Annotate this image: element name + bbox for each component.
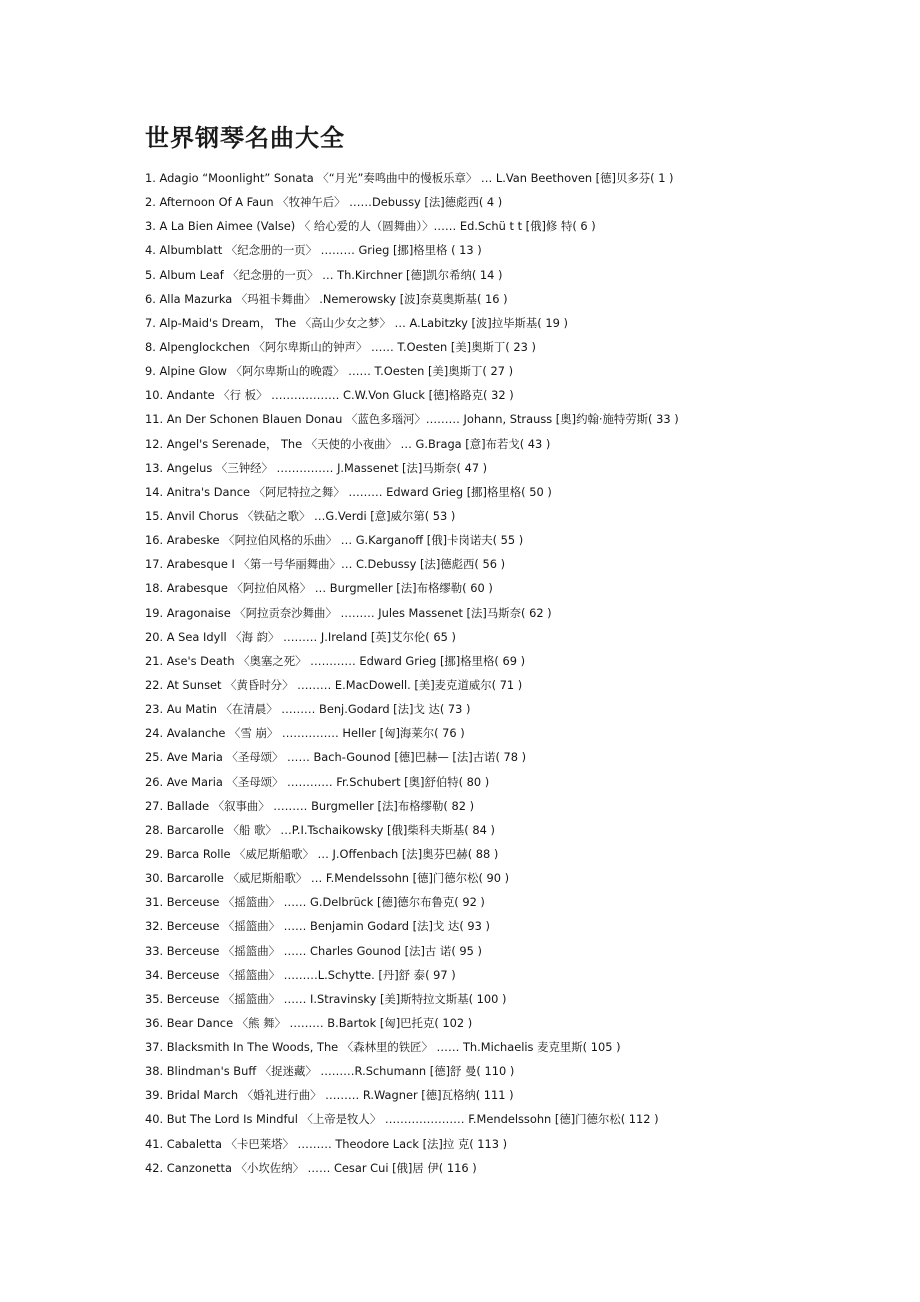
piece-entry: 37. Blacksmith In The Woods, The 〈森林里的铁匠〉 …… Th.Michaelis 麦克里斯( 105 )	[145, 1040, 621, 1055]
piece-entry: 12. Angel's Serenade， The 〈天使的小夜曲〉 … G.Braga [意]布若戈( 43 )	[145, 436, 551, 451]
piece-entry: 30. Barcarolle 〈威尼斯船歌〉 … F.Mendelssohn [德]门德尔松( 90 )	[145, 871, 510, 886]
piece-entry: 25. Ave Maria 〈圣母颂〉 …… Bach-Gounod [德]巴赫— [法]古诺( 78 )	[145, 750, 527, 765]
piece-entry: 13. Angelus 〈三钟经〉 …………… J.Massenet [法]马斯奈( 47 )	[145, 460, 488, 475]
piece-entry: 41. Cabaletta 〈卡巴莱塔〉 ……… Theodore Lack [法]拉 克( 113 )	[145, 1136, 508, 1151]
piece-entry: 33. Berceuse 〈摇篮曲〉 …… Charles Gounod [法]古 诺( 95 )	[145, 943, 482, 958]
piece-entry: 6. Alla Mazurka 〈玛祖卡舞曲〉 .Nemerowsky [波]奈莫奥斯基( 16 )	[145, 291, 508, 306]
piece-entry: 17. Arabesque I 〈第一号华丽舞曲〉… C.Debussy [法]德彪西( 56 )	[145, 557, 506, 572]
piece-entry: 9. Alpine Glow 〈阿尔卑斯山的晚霞〉 …… T.Oesten [美]奥斯丁( 27 )	[145, 364, 514, 379]
piece-entry: 40. But The Lord Is Mindful 〈上帝是牧人〉 ………………… F.Mendelssohn [德]门德尔松( 112 )	[145, 1112, 659, 1127]
piece-entry: 4. Albumblatt 〈纪念册的一页〉 ……… Grieg [挪]格里格 ( 13 )	[145, 243, 482, 258]
piece-entry: 42. Canzonetta 〈小坎佐纳〉 …… Cesar Cui [俄]居 伊( 116 )	[145, 1160, 477, 1175]
piece-entry: 32. Berceuse 〈摇篮曲〉 …… Benjamin Godard [法]戈 达( 93 )	[145, 919, 490, 934]
document-title: 世界钢琴名曲大全	[145, 123, 345, 152]
piece-entry: 2. Afternoon Of A Faun 〈牧神午后〉 ……Debussy [法]德彪西( 4 )	[145, 195, 503, 210]
piece-entry: 38. Blindman's Buff 〈捉迷藏〉 ………R.Schumann [德]舒 曼( 110 )	[145, 1064, 515, 1079]
piece-entry: 34. Berceuse 〈摇篮曲〉 ………L.Schytte. [丹]舒 泰( 97 )	[145, 967, 456, 982]
piece-entry: 10. Andante 〈行 板〉 ……………… C.W.Von Gluck [德]格路克( 32 )	[145, 388, 514, 403]
piece-entry: 36. Bear Dance 〈熊 舞〉 ……… B.Bartok [匈]巴托克( 102 )	[145, 1015, 473, 1030]
piece-entry: 29. Barca Rolle 〈威尼斯船歌〉 … J.Offenbach [法]奥芬巴赫( 88 )	[145, 846, 499, 861]
piece-entry: 8. Alpenglockchen 〈阿尔卑斯山的钟声〉 …… T.Oesten [美]奥斯丁( 23 )	[145, 339, 536, 354]
piece-entry: 18. Arabesque 〈阿拉伯风格〉 … Burgmeller [法]布格缪勒( 60 )	[145, 581, 493, 596]
piece-entry: 21. Ase's Death 〈奥塞之死〉 ………… Edward Grieg [挪]格里格( 69 )	[145, 653, 526, 668]
piece-entry: 22. At Sunset 〈黄昏时分〉 ……… E.MacDowell. [美]麦克道威尔( 71 )	[145, 677, 523, 692]
piece-entry: 3. A La Bien Aimee (Valse) 〈 给心爱的人（圆舞曲）〉…… Ed.Schü t t [俄]修 特( 6 )	[145, 219, 596, 234]
piece-entry: 19. Aragonaise 〈阿拉贡奈沙舞曲〉 ……… Jules Massenet [法]马斯奈( 62 )	[145, 605, 552, 620]
piece-entry: 31. Berceuse 〈摇篮曲〉 …… G.Delbrück [德]德尔布鲁克( 92 )	[145, 895, 485, 910]
piece-entry: 28. Barcarolle 〈船 歌〉 …P.I.Tschaikowsky [俄]柴科夫斯基( 84 )	[145, 822, 495, 837]
piece-entry: 39. Bridal March 〈婚礼进行曲〉 ……… R.Wagner [德]瓦格纳( 111 )	[145, 1088, 514, 1103]
piece-entry: 14. Anitra's Dance 〈阿尼特拉之舞〉 ……… Edward Grieg [挪]格里格( 50 )	[145, 484, 552, 499]
piece-entry: 15. Anvil Chorus 〈铁砧之歌〉 …G.Verdi [意]威尔第( 53 )	[145, 508, 456, 523]
piece-entry: 7. Alp-Maid's Dream， The 〈高山少女之梦〉 … A.Labitzky [波]拉毕斯基( 19 )	[145, 315, 568, 330]
piece-entry: 20. A Sea Idyll 〈海 韵〉 ……… J.Ireland [英]艾尔伦( 65 )	[145, 629, 456, 644]
piece-entry: 1. Adagio “Moonlight” Sonata 〈“月光”奏鸣曲中的慢板乐章〉 … L.Van Beethoven [德]贝多芬( 1 )	[145, 171, 674, 185]
piece-entry: 24. Avalanche 〈雪 崩〉 …………… Heller [匈]海莱尔( 76 )	[145, 726, 465, 741]
piece-entry: 26. Ave Maria 〈圣母颂〉 ………… Fr.Schubert [奥]舒伯特( 80 )	[145, 774, 490, 789]
piece-entry: 5. Album Leaf 〈纪念册的一页〉 … Th.Kirchner [德]凯尔希纳( 14 )	[145, 267, 503, 282]
piece-entry: 16. Arabeske 〈阿拉伯风格的乐曲〉 … G.Karganoff [俄]卡岗诺夫( 55 )	[145, 533, 524, 548]
piece-entry: 11. An Der Schonen Blauen Donau 〈蓝色多瑙河〉……… Johann, Strauss [奥]约翰·施特劳斯( 33 )	[145, 412, 679, 427]
piece-list	[145, 166, 885, 1180]
piece-entry: 23. Au Matin 〈在清晨〉 ……… Benj.Godard [法]戈 达( 73 )	[145, 702, 471, 717]
piece-entry: 35. Berceuse 〈摇篮曲〉 …… I.Stravinsky [美]斯特拉文斯基( 100 )	[145, 991, 507, 1006]
piece-entry: 27. Ballade 〈叙事曲〉 ……… Burgmeller [法]布格缪勒( 82 )	[145, 798, 475, 813]
